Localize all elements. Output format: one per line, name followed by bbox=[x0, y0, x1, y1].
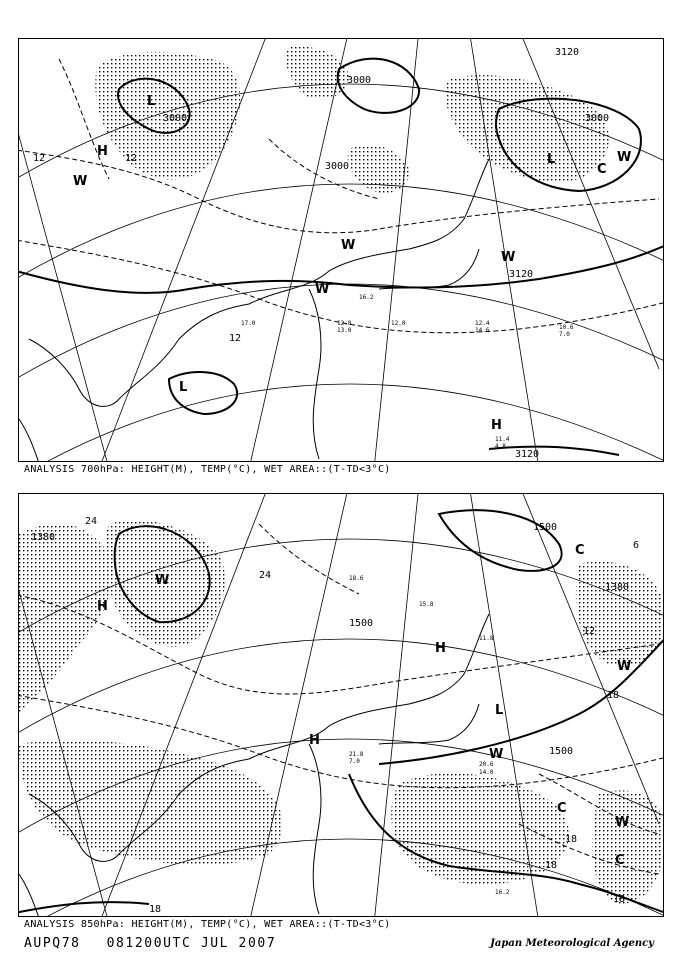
height-label: 1500 bbox=[349, 618, 374, 629]
height-label: 3000 bbox=[347, 75, 372, 86]
warm-symbol: W bbox=[617, 150, 632, 165]
station-value: 13.0 bbox=[337, 327, 352, 334]
station-value: 15.8 bbox=[419, 601, 434, 608]
station-value: 11.4 bbox=[495, 436, 510, 443]
map-850hpa-drawing bbox=[19, 494, 664, 917]
station-value: 12.4 bbox=[475, 320, 490, 327]
caption-700hpa: ANALYSIS 700hPa: HEIGHT(M), TEMP(°C), WET AREA::(T-TD<3°C) bbox=[24, 464, 391, 475]
height-label: 3120 bbox=[509, 269, 534, 280]
station-value: 12.8 bbox=[337, 320, 352, 327]
warm-symbol: W bbox=[489, 747, 504, 762]
warm-symbol: W bbox=[615, 815, 630, 830]
station-value: 11.8 bbox=[479, 635, 494, 642]
height-label: 3000 bbox=[163, 113, 188, 124]
station-value: 14.6 bbox=[475, 327, 490, 334]
station-value: 18.6 bbox=[349, 575, 364, 582]
cold-symbol: C bbox=[575, 543, 585, 558]
station-value: 21.8 bbox=[349, 751, 364, 758]
map-700hpa-drawing bbox=[19, 39, 664, 462]
station-value: 7.0 bbox=[349, 758, 360, 765]
height-label: 3000 bbox=[325, 161, 350, 172]
warm-symbol: W bbox=[315, 282, 330, 297]
height-label: 1500 bbox=[533, 522, 558, 533]
cold-symbol: C bbox=[615, 853, 625, 868]
station-value: 16.2 bbox=[495, 889, 510, 896]
agency-credit: Japan Meteorological Agency bbox=[490, 938, 654, 949]
station-value: 20.6 bbox=[479, 761, 494, 768]
product-code: AUPQ78 bbox=[24, 936, 81, 951]
station-value: 16.2 bbox=[359, 294, 374, 301]
temp-label: 18 bbox=[613, 894, 626, 905]
warm-symbol: W bbox=[617, 659, 632, 674]
temp-label: 6 bbox=[633, 540, 640, 551]
temp-label: 12 bbox=[583, 626, 596, 637]
temp-label: 12 bbox=[229, 333, 242, 344]
cold-symbol: C bbox=[557, 801, 567, 816]
wet-area-850 bbox=[19, 520, 664, 904]
low-symbol: L bbox=[495, 703, 504, 718]
low-symbol: L bbox=[147, 94, 156, 109]
temp-label: 24 bbox=[85, 516, 98, 527]
coastline-700 bbox=[19, 159, 489, 462]
temp-label: 18 bbox=[565, 834, 578, 845]
map-850hpa bbox=[18, 493, 664, 917]
high-symbol: H bbox=[491, 418, 502, 433]
high-symbol: H bbox=[309, 733, 320, 748]
height-label: 1380 bbox=[31, 532, 56, 543]
station-value: 17.0 bbox=[241, 320, 256, 327]
station-value: 12.0 bbox=[391, 320, 406, 327]
temp-label: 12 bbox=[125, 153, 138, 164]
station-value: 7.0 bbox=[559, 331, 570, 338]
product-header bbox=[24, 936, 302, 951]
warm-symbol: W bbox=[155, 573, 170, 588]
low-symbol: L bbox=[179, 380, 188, 395]
temp-label: 12 bbox=[33, 153, 46, 164]
valid-time: 081200UTC JUL 2007 bbox=[106, 936, 277, 951]
caption-850hpa: ANALYSIS 850hPa: HEIGHT(M), TEMP(°C), WET AREA::(T-TD<3°C) bbox=[24, 919, 391, 930]
high-symbol: H bbox=[435, 641, 446, 656]
high-symbol: H bbox=[97, 599, 108, 614]
height-label: 3000 bbox=[585, 113, 610, 124]
station-value: 14.0 bbox=[479, 769, 494, 776]
height-label: 1380 bbox=[605, 582, 630, 593]
map-700hpa bbox=[18, 38, 664, 462]
station-value: 4.8 bbox=[495, 443, 506, 450]
height-label: 3120 bbox=[515, 449, 540, 460]
warm-symbol: W bbox=[341, 238, 356, 253]
temp-label: 24 bbox=[259, 570, 272, 581]
temp-label: 18 bbox=[607, 690, 620, 701]
cold-symbol: C bbox=[597, 162, 607, 177]
station-value: 10.6 bbox=[559, 324, 574, 331]
height-label: 3120 bbox=[555, 47, 580, 58]
height-label: 1500 bbox=[549, 746, 574, 757]
low-symbol: L bbox=[547, 152, 556, 167]
temp-label: 18 bbox=[149, 904, 162, 915]
warm-symbol: W bbox=[501, 250, 516, 265]
high-symbol: H bbox=[97, 144, 108, 159]
temp-label: 18 bbox=[545, 860, 558, 871]
warm-symbol: W bbox=[73, 174, 88, 189]
